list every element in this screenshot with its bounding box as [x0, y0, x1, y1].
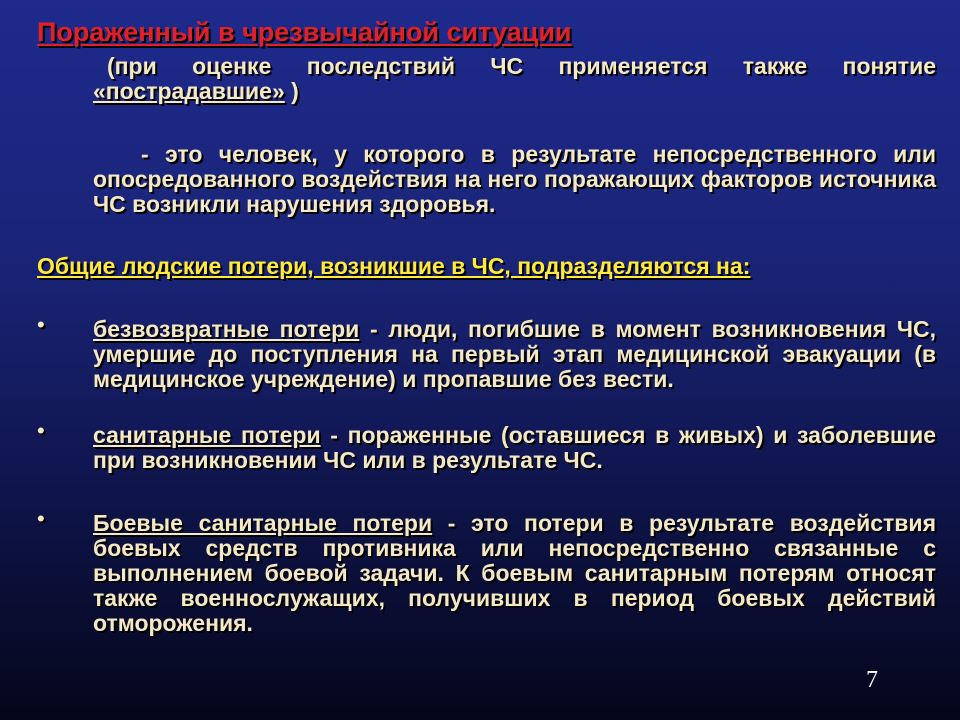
bullet-item-irrecoverable [93, 317, 936, 392]
bullet-text: - люди, погибшие в момент возникновения ЧС, умершие до поступления на первый этап медицинской эвакуации (в медицинское учреждение) и пропавшие без вести. [93, 316, 937, 392]
bullet-term: Боевые санитарные потери [93, 510, 433, 536]
bullet-item-combat [93, 511, 936, 636]
bullet-text: - пораженные (оставшиеся в живых) и заболевшие при возникновении ЧС или в результате ЧС. [93, 422, 936, 473]
bullet-item-sanitary [93, 423, 936, 473]
bullet-term: санитарные потери [93, 422, 321, 448]
definition-paragraph: - это человек, у которого в результате непосредственного или опосредованного воздействия на него поражающих факторов источника ЧС возникли нарушения здоровья. [93, 141, 936, 217]
bullet-marker: • [37, 506, 45, 531]
losses-heading: Общие людские потери, возникшие в ЧС, подразделяются на: [37, 253, 751, 279]
note-term: «пострадавшие» [93, 78, 285, 104]
note-prefix: (при оценке последствий ЧС применяется также понятие [107, 53, 936, 79]
bullet-marker: • [37, 418, 45, 443]
bullet-term: безвозвратные потери [93, 316, 360, 342]
note-paragraph [93, 54, 936, 104]
note-suffix: ) [291, 78, 299, 104]
bullet-marker: • [37, 312, 45, 337]
slide-title: Пораженный в чрезвычайной ситуации [37, 17, 572, 47]
bullet-text: - это потери в результате воздействия боевых средств противника или непосредственно связанные с выполнением боевой задачи. К боевым санитарным потерям относят также военнослужащих, получивших в период боевых действий отморожения. [93, 510, 936, 636]
page-number: 7 [866, 667, 878, 693]
